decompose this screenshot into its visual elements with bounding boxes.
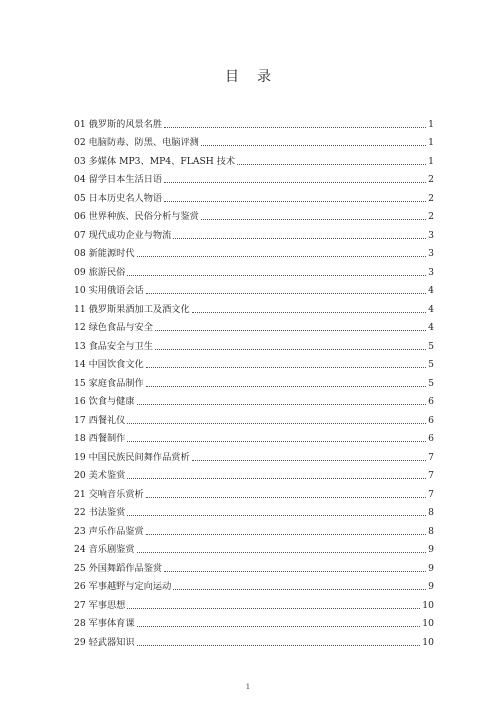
- toc-entry[interactable]: [74, 352, 434, 371]
- toc-entry[interactable]: [74, 296, 434, 315]
- toc-entry-label: 20 美术鉴赏: [74, 470, 126, 481]
- toc-entry[interactable]: [74, 167, 434, 186]
- toc-entry[interactable]: [74, 130, 434, 149]
- toc-entry[interactable]: [74, 111, 434, 130]
- toc-entry-page: 7: [428, 488, 434, 500]
- toc-entry-page: 2: [428, 211, 434, 222]
- toc-entry[interactable]: [74, 574, 434, 593]
- toc-entry-label: 06 世界种族、民俗分析与鉴赏: [74, 211, 199, 222]
- toc-dot-leader: [155, 330, 426, 331]
- toc-entry-label: 02 电脑防毒、防黑、电脑评测: [74, 137, 199, 148]
- toc-entry[interactable]: [74, 204, 434, 223]
- toc-entry-label: 15 家庭食品制作: [74, 377, 144, 389]
- toc-dot-leader: [146, 293, 426, 294]
- toc-entry-page: 8: [428, 525, 434, 537]
- toc-entry[interactable]: [74, 222, 434, 241]
- toc-entry-page: 5: [428, 377, 434, 389]
- toc-entry-page: 7: [428, 470, 434, 481]
- toc-entry-page: 10: [422, 618, 434, 629]
- toc-entry-label: 05 日本历史名人物语: [74, 192, 163, 204]
- toc-dot-leader: [146, 497, 426, 498]
- toc-entry-page: 4: [428, 285, 434, 296]
- toc-entry[interactable]: [74, 611, 434, 630]
- toc-dot-leader: [146, 534, 426, 535]
- toc-dot-leader: [173, 589, 426, 590]
- toc-entry[interactable]: [74, 148, 434, 167]
- toc-entry-page: 4: [428, 322, 434, 333]
- toc-entry[interactable]: [74, 389, 434, 408]
- toc-dot-leader: [192, 312, 426, 313]
- toc-dot-leader: [201, 219, 426, 220]
- toc-entry-label: 03 多媒体 MP3、MP4、FLASH 技术: [74, 155, 236, 167]
- toc-entry-label: 17 西餐礼仪: [74, 414, 126, 426]
- toc-entry[interactable]: [74, 241, 434, 260]
- toc-dot-leader: [164, 182, 426, 183]
- toc-dot-leader: [137, 256, 427, 257]
- toc-entry[interactable]: [74, 185, 434, 204]
- toc-entry[interactable]: [74, 555, 434, 574]
- toc-entry-page: 5: [428, 359, 434, 370]
- toc-entry-label: 10 实用俄语会话: [74, 285, 144, 296]
- toc-entry-label: 01 俄罗斯的风景名胜: [74, 118, 163, 130]
- toc-entry[interactable]: [74, 463, 434, 482]
- toc-entry-page: 4: [428, 303, 434, 315]
- toc-dot-leader: [192, 460, 426, 461]
- toc-entry-label: 24 音乐剧鉴赏: [74, 544, 135, 555]
- toc-entry[interactable]: [74, 407, 434, 426]
- toc-title: 目录: [225, 69, 289, 85]
- page-number: 1: [245, 683, 251, 691]
- toc-dot-leader: [146, 386, 426, 387]
- toc-entry-label: 13 食品安全与卫生: [74, 340, 153, 352]
- toc-entry-page: 9: [428, 544, 434, 555]
- toc-dot-leader: [127, 275, 426, 276]
- toc-entry[interactable]: [74, 500, 434, 519]
- toc-dot-leader: [146, 367, 426, 368]
- toc-entry[interactable]: [74, 629, 434, 648]
- toc-entry-page: 2: [428, 192, 434, 204]
- toc-dot-leader: [137, 626, 421, 627]
- toc-entry-label: 26 军事越野与定向运动: [74, 581, 172, 592]
- toc-entry[interactable]: [74, 333, 434, 352]
- toc-dot-leader: [127, 515, 426, 516]
- toc-entry[interactable]: [74, 370, 434, 389]
- toc-dot-leader: [137, 552, 427, 553]
- toc-entry-page: 7: [428, 451, 434, 463]
- toc-list: [74, 111, 434, 648]
- toc-dot-leader: [127, 608, 420, 609]
- toc-entry[interactable]: [74, 592, 434, 611]
- toc-entry-label: 14 中国饮食文化: [74, 359, 144, 370]
- toc-entry-page: 3: [428, 266, 434, 278]
- toc-entry[interactable]: [74, 444, 434, 463]
- toc-dot-leader: [127, 441, 426, 442]
- toc-entry-page: 8: [428, 507, 434, 518]
- toc-dot-leader: [201, 145, 426, 146]
- toc-entry-label: 08 新能源时代: [74, 248, 135, 259]
- toc-entry[interactable]: [74, 518, 434, 537]
- toc-entry-label: 22 书法鉴赏: [74, 507, 126, 518]
- toc-entry-page: 6: [428, 414, 434, 426]
- toc-dot-leader: [155, 349, 426, 350]
- toc-entry-label: 11 俄罗斯果酒加工及酒文化: [74, 303, 190, 315]
- toc-entry-page: 1: [428, 155, 434, 167]
- toc-entry-page: 1: [428, 118, 434, 130]
- toc-entry-label: 29 轻武器知识: [74, 636, 135, 648]
- toc-dot-leader: [127, 423, 426, 424]
- toc-entry-page: 5: [428, 340, 434, 352]
- toc-entry-label: 19 中国民族民间舞作品赏析: [74, 451, 190, 463]
- toc-entry-label: 28 军事体育课: [74, 618, 135, 629]
- toc-entry-page: 9: [428, 581, 434, 592]
- toc-entry-label: 16 饮食与健康: [74, 396, 135, 407]
- toc-entry-label: 04 留学日本生活日语: [74, 174, 163, 185]
- toc-entry-page: 1: [428, 137, 434, 148]
- toc-entry-label: 21 交响音乐赏析: [74, 488, 144, 500]
- toc-entry[interactable]: [74, 278, 434, 297]
- toc-dot-leader: [164, 571, 426, 572]
- toc-entry[interactable]: [74, 426, 434, 445]
- toc-entry-page: 3: [428, 248, 434, 259]
- toc-entry-page: 6: [428, 433, 434, 444]
- toc-entry-label: 25 外国舞蹈作品鉴赏: [74, 562, 163, 574]
- toc-dot-leader: [164, 201, 426, 202]
- toc-entry-label: 12 绿色食品与安全: [74, 322, 153, 333]
- toc-entry-page: 3: [428, 229, 434, 241]
- toc-dot-leader: [137, 404, 427, 405]
- toc-entry-label: 27 军事思想: [74, 599, 126, 611]
- toc-entry-page: 10: [422, 636, 434, 648]
- toc-dot-leader: [127, 478, 426, 479]
- toc-entry[interactable]: [74, 259, 434, 278]
- toc-dot-leader: [237, 164, 426, 165]
- toc-entry-label: 07 现代成功企业与物流: [74, 229, 172, 241]
- toc-entry-page: 10: [422, 599, 434, 611]
- toc-entry[interactable]: [74, 315, 434, 334]
- toc-entry-page: 6: [428, 396, 434, 407]
- toc-dot-leader: [173, 238, 426, 239]
- toc-entry-page: 9: [428, 562, 434, 574]
- toc-entry[interactable]: [74, 537, 434, 556]
- toc-entry-label: 23 声乐作品鉴赏: [74, 525, 144, 537]
- toc-dot-leader: [137, 645, 421, 646]
- toc-entry-page: 2: [428, 174, 434, 185]
- toc-dot-leader: [164, 127, 426, 128]
- toc-entry-label: 09 旅游民俗: [74, 266, 126, 278]
- toc-entry-label: 18 西餐制作: [74, 433, 126, 444]
- toc-entry[interactable]: [74, 481, 434, 500]
